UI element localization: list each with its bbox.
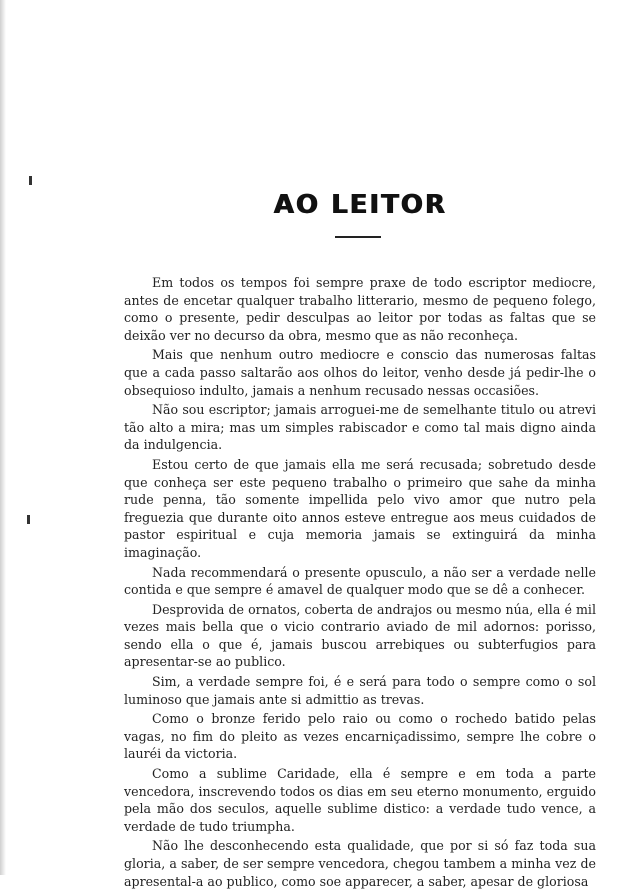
page-title: AO LEITOR (273, 190, 447, 220)
body-text (124, 274, 596, 892)
paragraph: Como o bronze ferido pelo raio ou como o rochedo batido pelas vagas, no fim do pleito as vezes encarniçadissimo, sempre lhe cobre o lauréi da victoria. (124, 711, 596, 762)
margin-mark (29, 176, 32, 185)
page-edge-shadow (0, 0, 6, 875)
paragraph: Não lhe desconhecendo esta qualidade, que por si só faz toda sua gloria, a saber, de ser sempre vencedora, chegou tambem a minha vez de apresental-a ao publico, como soe apparecer, a saber, apesar de gloriosa (124, 838, 596, 889)
paragraph: Mais que nenhum outro mediocre e conscio das numerosas faltas que a cada passo saltarão aos olhos do leitor, venho desde já pedir-lhe o obsequioso indulto, jamais a nenhum recusado nessas occasiões. (124, 347, 596, 398)
title-divider (335, 236, 381, 238)
margin-mark (27, 515, 30, 524)
paragraph: Estou certo de que jamais ella me será recusada; sobretudo desde que conheça ser este pequeno trabalho o primeiro que sahe da minha rude penna, tão somente impellida pelo vivo amor que nutro pela freguezia que durante oito annos esteve entregue aos meus cuidados de pastor espiritual e cuja memoria jamais se extinguirá da minha imaginação. (124, 456, 596, 560)
paragraph: Como a sublime Caridade, ella é sempre e em toda a parte vencedora, inscrevendo todos os dias em seu eterno monumento, erguido pela mão dos seculos, aquelle sublime distico: a verdade tudo vence, a verdade de tudo triumpha. (124, 766, 596, 834)
paragraph: Sim, a verdade sempre foi, é e será para todo o sempre como o sol luminoso que jamais ante si admittio as trevas. (124, 674, 596, 707)
paragraph: Nada recommendará o presente opusculo, a não ser a verdade nelle contida e que sempre é amavel de qualquer modo que se dê a conhecer. (124, 564, 596, 598)
paragraph: Desprovida de ornatos, coberta de andrajos ou mesmo núa, ella é mil vezes mais bella que o vicio contrario aviado de mil adornos: porisso, sendo ella o que é, jamais buscou arrebiques ou subterfugios para apresentar-se ao publico. (124, 601, 596, 670)
paragraph: Em todos os tempos foi sempre praxe de todo escriptor mediocre, antes de encetar qualquer trabalho litterario, mesmo de pequeno folego, como o presente, pedir desculpas ao leitor por todas as faltas que se deixão ver no decurso da obra, mesmo que as não reconheça. (124, 275, 596, 343)
paragraph: Não sou escriptor; jamais arroguei-me de semelhante titulo ou atrevi tão alto a mira; mas um simples rabiscador e como tal mais digno ainda da indulgencia. (124, 402, 596, 453)
